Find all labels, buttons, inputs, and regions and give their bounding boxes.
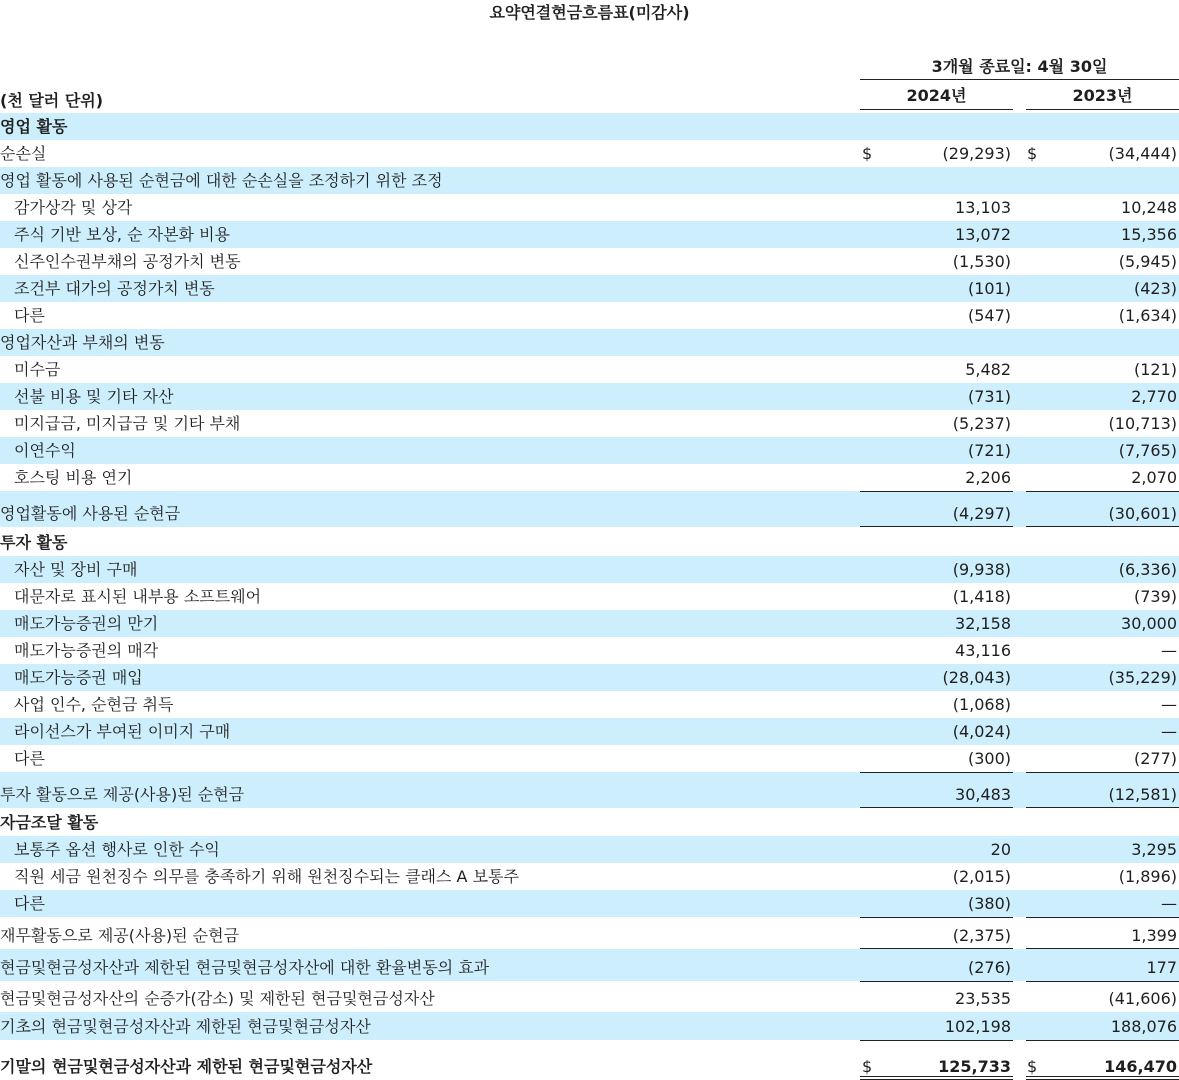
rule-line (1026, 1040, 1179, 1041)
value-2024: 102,198 (944, 1017, 1011, 1036)
table-row (0, 275, 1179, 302)
table-row (0, 302, 1179, 329)
table-row (0, 836, 1179, 863)
statement-title: 요약연결현금흐름표(미감사) (489, 3, 690, 22)
row-label: 다른 (14, 894, 45, 913)
row-label: 라이선스가 부여된 이미지 구매 (14, 722, 231, 741)
table-row (0, 221, 1179, 248)
table-row (0, 491, 1179, 527)
row-label: 현금및현금성자산의 순증가(감소) 및 제한된 현금및현금성자산 (0, 989, 435, 1008)
value-2023: (277) (1133, 749, 1177, 768)
row-label: 호스팅 비용 연기 (14, 468, 133, 487)
value-2023: 188,076 (1110, 1017, 1177, 1036)
value-2023: — (1161, 695, 1177, 714)
value-2024: 43,116 (955, 641, 1011, 660)
value-2023: (1,634) (1118, 306, 1177, 325)
row-label: 투자 활동으로 제공(사용)된 순현금 (0, 785, 245, 804)
rule-line (1026, 491, 1179, 492)
table-row (0, 808, 1179, 836)
row-label: 매도가능증권 매입 (14, 668, 143, 687)
value-2023: (1,896) (1118, 867, 1177, 886)
rule-line (860, 917, 1013, 918)
row-label: 기초의 현금및현금성자산과 제한된 현금및현금성자산 (0, 1017, 371, 1036)
value-2024: (1,530) (952, 252, 1011, 271)
value-2024: 2,206 (965, 468, 1011, 487)
value-2024: (28,043) (942, 668, 1011, 687)
value-2023: (7,765) (1118, 441, 1177, 460)
value-2023: (739) (1133, 587, 1177, 606)
currency-symbol: $ (1027, 144, 1038, 163)
currency-symbol: $ (862, 1057, 873, 1076)
row-label: 투자 활동 (0, 533, 68, 552)
row-label: 매도가능증권의 매각 (14, 641, 159, 660)
value-2023: — (1161, 722, 1177, 741)
rule-line (860, 1040, 1013, 1041)
value-2024: (4,297) (952, 504, 1011, 523)
table-row (0, 167, 1179, 194)
table-row (0, 329, 1179, 356)
value-2023: (34,444) (1108, 144, 1177, 163)
value-2024: 32,158 (955, 614, 1011, 633)
value-2024: 125,733 (938, 1057, 1011, 1076)
table-row (0, 917, 1179, 949)
value-2024: (5,237) (952, 414, 1011, 433)
double-rule-line (860, 1076, 1013, 1080)
unit-label: (천 달러 단위) (0, 91, 104, 110)
rule-line (1026, 981, 1179, 982)
rule-line (860, 491, 1013, 492)
row-label: 직원 세금 원천징수 의무를 충족하기 위해 원천징수되는 클래스 A 보통주 (14, 867, 519, 886)
value-2023: (41,606) (1108, 989, 1177, 1008)
period-header: 3개월 종료일: 4월 30일 (860, 55, 1179, 80)
value-2024: 13,072 (955, 225, 1011, 244)
year-header-2024: 2024년 (860, 83, 1013, 110)
row-label: 순손실 (0, 144, 47, 163)
value-2023: (6,336) (1118, 560, 1177, 579)
value-2023: (5,945) (1118, 252, 1177, 271)
value-2023: (121) (1133, 360, 1177, 379)
value-2023: (30,601) (1108, 504, 1177, 523)
row-label: 감가상각 및 상각 (14, 198, 133, 217)
rule-line (860, 981, 1013, 982)
row-label: 매도가능증권의 만기 (14, 614, 159, 633)
table-row (0, 140, 1179, 167)
table-row (0, 248, 1179, 275)
value-2024: 5,482 (965, 360, 1011, 379)
value-2024: (547) (967, 306, 1011, 325)
table-row (0, 981, 1179, 1012)
value-2024: (731) (967, 387, 1011, 406)
value-2023: (12,581) (1108, 785, 1177, 804)
value-2023: 30,000 (1121, 614, 1177, 633)
row-label: 자산 및 장비 구매 (14, 560, 138, 579)
row-label: 보통주 옵션 행사로 인한 수익 (14, 840, 220, 859)
value-2023: (423) (1133, 279, 1177, 298)
row-label: 기말의 현금및현금성자산과 제한된 현금및현금성자산 (0, 1057, 373, 1076)
value-2024: 13,103 (955, 198, 1011, 217)
table-row (0, 437, 1179, 464)
rule-line (1026, 772, 1179, 773)
value-2024: (1,068) (952, 695, 1011, 714)
currency-symbol: $ (1027, 1057, 1038, 1076)
value-2024: (9,938) (952, 560, 1011, 579)
value-2023: 177 (1146, 958, 1177, 977)
row-label: 자금조달 활동 (0, 813, 99, 832)
table-row (0, 1012, 1179, 1040)
value-2024: (276) (967, 958, 1011, 977)
value-2024: (4,024) (952, 722, 1011, 741)
row-label: 사업 인수, 순현금 취득 (14, 695, 174, 714)
value-2024: (2,375) (952, 926, 1011, 945)
table-row (0, 691, 1179, 718)
value-2024: (300) (967, 749, 1011, 768)
table-row (0, 718, 1179, 745)
table-row (0, 949, 1179, 981)
value-2024: (29,293) (942, 144, 1011, 163)
value-2023: 10,248 (1121, 198, 1177, 217)
rule-line (1026, 917, 1179, 918)
row-label: 영업활동에 사용된 순현금 (0, 504, 181, 523)
table-row (0, 890, 1179, 917)
value-2023: 3,295 (1131, 840, 1177, 859)
table-row (0, 556, 1179, 583)
rule-line (860, 772, 1013, 773)
row-label: 이연수익 (14, 441, 76, 460)
double-rule-line (1026, 1076, 1179, 1080)
table-row (0, 194, 1179, 221)
value-2023: 2,770 (1131, 387, 1177, 406)
value-2024: 20 (990, 840, 1011, 859)
value-2023: — (1161, 641, 1177, 660)
row-label: 미수금 (14, 360, 61, 379)
table-row (0, 113, 1179, 140)
table-row (0, 610, 1179, 637)
table-row (0, 410, 1179, 437)
row-label: 현금및현금성자산과 제한된 현금및현금성자산에 대한 환율변동의 효과 (0, 958, 490, 977)
table-row (0, 583, 1179, 610)
value-2024: (2,015) (952, 867, 1011, 886)
row-label: 주식 기반 보상, 순 자본화 비용 (14, 225, 230, 244)
value-2024: (380) (967, 894, 1011, 913)
row-label: 대문자로 표시된 내부용 소프트웨어 (14, 587, 262, 606)
value-2023: 1,399 (1131, 926, 1177, 945)
currency-symbol: $ (862, 144, 873, 163)
value-2023: (10,713) (1108, 414, 1177, 433)
table-row (0, 464, 1179, 491)
row-label: 미지급금, 미지급금 및 기타 부채 (14, 414, 241, 433)
row-label: 영업 활동에 사용된 순현금에 대한 순손실을 조정하기 위한 조정 (0, 171, 443, 190)
table-row (0, 863, 1179, 890)
value-2023: 146,470 (1104, 1057, 1177, 1076)
row-label: 신주인수권부채의 공정가치 변동 (14, 252, 241, 271)
table-row (0, 745, 1179, 772)
value-2024: (721) (967, 441, 1011, 460)
table-row (0, 772, 1179, 808)
value-2024: (101) (967, 279, 1011, 298)
table-row (0, 356, 1179, 383)
row-label: 재무활동으로 제공(사용)된 순현금 (0, 926, 240, 945)
row-label: 선불 비용 및 기타 자산 (14, 387, 174, 406)
row-label: 영업자산과 부채의 변동 (0, 333, 165, 352)
row-label: 다른 (14, 306, 45, 325)
value-2023: 2,070 (1131, 468, 1177, 487)
value-2024: 30,483 (955, 785, 1011, 804)
row-label: 다른 (14, 749, 45, 768)
table-row (0, 383, 1179, 410)
table-row (0, 527, 1179, 556)
value-2023: (35,229) (1108, 668, 1177, 687)
value-2024: 23,535 (955, 989, 1011, 1008)
table-row (0, 637, 1179, 664)
table-row (0, 664, 1179, 691)
value-2023: — (1161, 894, 1177, 913)
table-row (0, 1040, 1179, 1080)
year-header-2023: 2023년 (1026, 83, 1179, 110)
row-label: 조건부 대가의 공정가치 변동 (14, 279, 215, 298)
value-2024: (1,418) (952, 587, 1011, 606)
row-label: 영업 활동 (0, 117, 68, 136)
value-2023: 15,356 (1121, 225, 1177, 244)
